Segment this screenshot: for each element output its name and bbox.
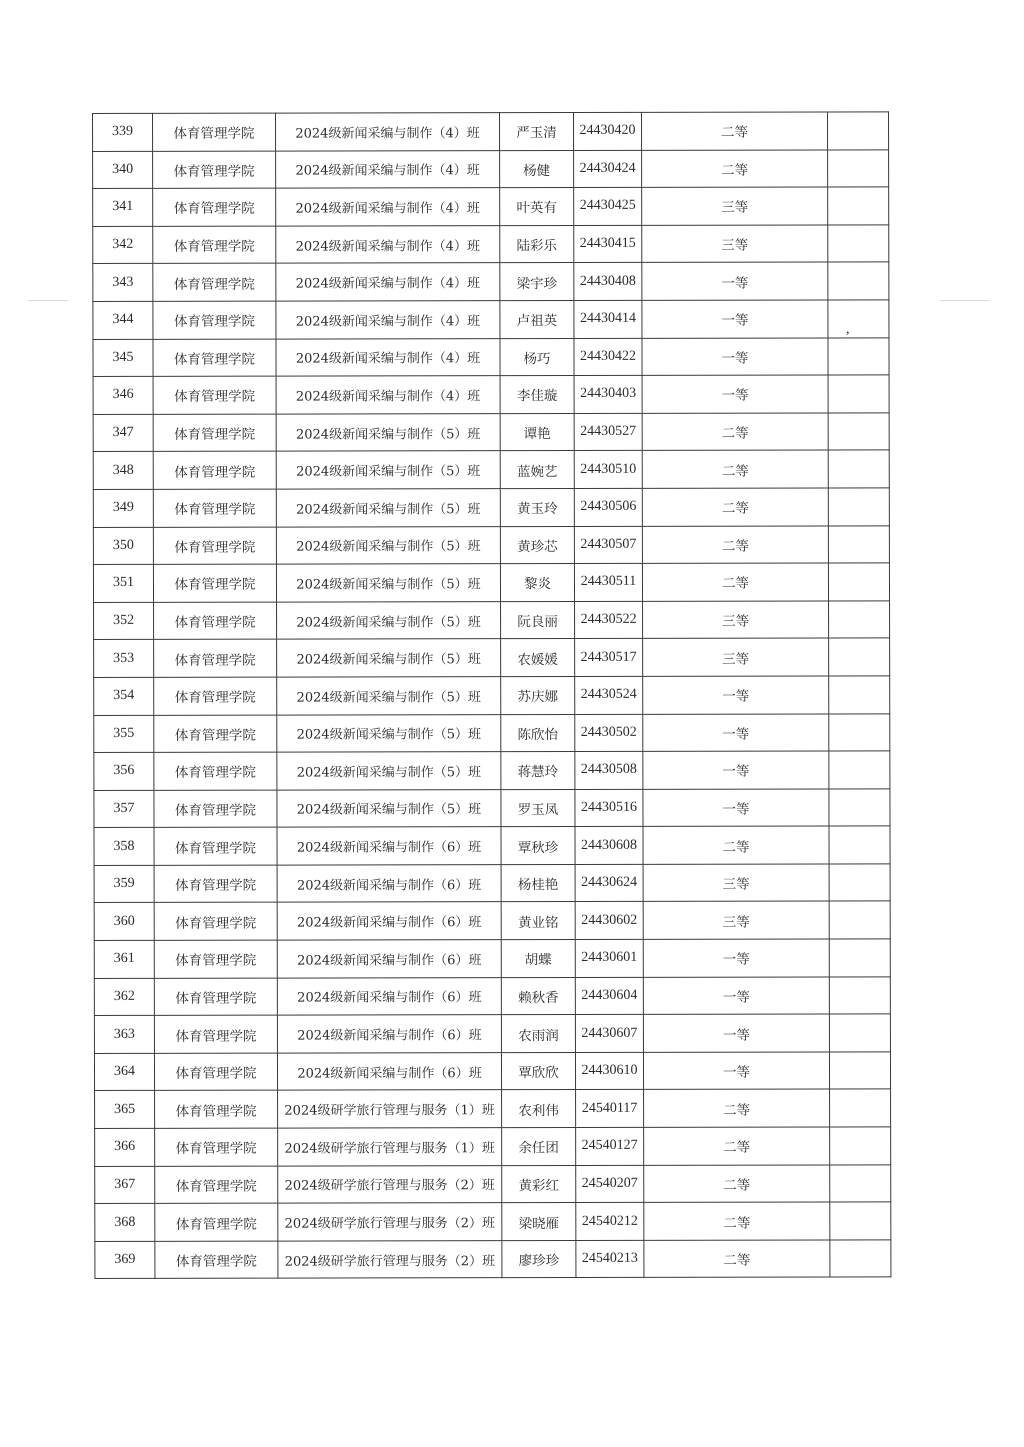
table-row	[95, 1164, 891, 1203]
class-cell: 2024级研学旅行管理与服务（2）班	[278, 1203, 502, 1241]
student-id-cell: 24430502	[575, 714, 643, 752]
table-row	[94, 713, 890, 752]
award-grade-cell: 二等	[644, 1240, 830, 1278]
college-cell: 体育管理学院	[153, 151, 276, 189]
class-cell: 2024级新闻采编与制作（5）班	[277, 677, 501, 715]
student-name-cell: 罗玉凤	[501, 789, 575, 827]
scan-edge-left	[28, 300, 68, 301]
remark-cell	[829, 976, 890, 1014]
student-id-cell: 24430511	[574, 563, 642, 601]
college-cell: 体育管理学院	[154, 715, 277, 753]
college-cell: 体育管理学院	[154, 1015, 277, 1053]
table-row	[94, 676, 890, 715]
remark-cell	[829, 864, 890, 902]
table-row	[93, 413, 889, 452]
student-id-cell: 24430408	[574, 263, 642, 301]
student-name-cell: 黄彩红	[502, 1165, 576, 1203]
college-cell: 体育管理学院	[153, 527, 276, 565]
student-id-cell: 24430524	[575, 676, 643, 714]
college-cell: 体育管理学院	[154, 940, 277, 978]
class-cell: 2024级新闻采编与制作（4）班	[276, 113, 500, 151]
row-number: 352	[94, 602, 154, 640]
row-number: 341	[93, 189, 153, 227]
college-cell: 体育管理学院	[154, 1053, 277, 1091]
college-cell: 体育管理学院	[153, 188, 276, 226]
table-row	[95, 1127, 891, 1166]
student-id-cell: 24430517	[575, 639, 643, 677]
college-cell: 体育管理学院	[155, 1128, 278, 1166]
table-row	[93, 525, 889, 564]
award-grade-cell: 二等	[644, 1165, 830, 1203]
remark-cell	[828, 563, 889, 601]
row-number: 343	[93, 264, 153, 302]
student-id-cell: 24540213	[576, 1240, 644, 1278]
award-grade-cell: 三等	[642, 187, 828, 225]
class-cell: 2024级新闻采编与制作（5）班	[276, 564, 500, 602]
college-cell: 体育管理学院	[154, 602, 277, 640]
row-number: 354	[94, 677, 154, 715]
table-row	[93, 450, 889, 489]
college-cell: 体育管理学院	[155, 1166, 278, 1204]
student-name-cell: 苏庆娜	[501, 676, 575, 714]
row-number: 365	[95, 1091, 155, 1129]
table-body	[93, 112, 891, 1279]
row-number: 353	[94, 640, 154, 678]
college-cell: 体育管理学院	[155, 1203, 278, 1241]
remark-cell	[830, 1127, 891, 1165]
row-number: 360	[94, 903, 154, 941]
remark-cell	[829, 1052, 890, 1090]
class-cell: 2024级新闻采编与制作（5）班	[276, 526, 500, 564]
student-id-cell: 24430522	[575, 601, 643, 639]
student-id-cell: 24430510	[574, 451, 642, 489]
class-cell: 2024级新闻采编与制作（4）班	[276, 263, 500, 301]
class-cell: 2024级新闻采编与制作（5）班	[277, 639, 501, 677]
student-id-cell: 24430602	[575, 902, 643, 940]
college-cell: 体育管理学院	[153, 564, 276, 602]
remark-cell	[828, 262, 889, 300]
row-number: 366	[95, 1128, 155, 1166]
college-cell: 体育管理学院	[155, 1091, 278, 1129]
remark-cell	[830, 1240, 891, 1278]
college-cell: 体育管理学院	[153, 414, 276, 452]
college-cell: 体育管理学院	[154, 790, 277, 828]
student-id-cell: 24430414	[574, 300, 642, 338]
student-id-cell: 24430420	[574, 112, 642, 150]
college-cell: 体育管理学院	[153, 113, 276, 151]
class-cell: 2024级新闻采编与制作（6）班	[277, 1052, 501, 1090]
award-grade-cell: 一等	[642, 300, 828, 338]
remark-cell	[828, 375, 889, 413]
class-cell: 2024级新闻采编与制作（5）班	[277, 789, 501, 827]
college-cell: 体育管理学院	[154, 903, 277, 941]
class-cell: 2024级新闻采编与制作（4）班	[276, 150, 500, 188]
table-row	[94, 976, 890, 1015]
class-cell: 2024级新闻采编与制作（6）班	[277, 827, 501, 865]
student-name-cell: 农利伟	[502, 1090, 576, 1128]
college-cell: 体育管理学院	[153, 263, 276, 301]
award-grade-cell: 二等	[644, 1202, 830, 1240]
student-name-cell: 梁晓雁	[502, 1203, 576, 1241]
row-number: 362	[94, 978, 154, 1016]
college-cell: 体育管理学院	[155, 1241, 278, 1279]
student-id-cell: 24540207	[576, 1165, 644, 1203]
college-cell: 体育管理学院	[154, 978, 277, 1016]
student-name-cell: 卢祖英	[500, 300, 574, 338]
row-number: 344	[93, 301, 153, 339]
table-row	[93, 337, 889, 376]
remark-cell	[829, 638, 890, 676]
class-cell: 2024级新闻采编与制作（5）班	[276, 413, 500, 451]
class-cell: 2024级新闻采编与制作（5）班	[277, 601, 501, 639]
award-grade-cell: 一等	[643, 1014, 829, 1052]
row-number: 349	[93, 489, 153, 527]
award-grade-cell: 二等	[642, 450, 828, 488]
class-cell: 2024级研学旅行管理与服务（1）班	[278, 1128, 502, 1166]
table-row	[95, 1202, 891, 1241]
remark-cell	[829, 789, 890, 827]
college-cell: 体育管理学院	[154, 865, 277, 903]
student-name-cell: 余任团	[502, 1128, 576, 1166]
table-row	[93, 375, 889, 414]
student-name-cell: 黄业铭	[501, 902, 575, 940]
award-grade-cell: 一等	[643, 713, 829, 751]
award-grade-cell: 一等	[642, 375, 828, 413]
row-number: 357	[94, 790, 154, 828]
row-number: 369	[95, 1241, 155, 1279]
table-row	[94, 939, 890, 978]
award-grade-cell: 一等	[643, 751, 829, 789]
college-cell: 体育管理学院	[153, 339, 276, 377]
award-grade-cell: 二等	[644, 1127, 830, 1165]
class-cell: 2024级新闻采编与制作（6）班	[277, 940, 501, 978]
student-name-cell: 杨健	[500, 150, 574, 188]
award-grade-cell: 三等	[642, 225, 828, 263]
row-number: 364	[94, 1053, 154, 1091]
remark-cell	[828, 300, 889, 338]
student-name-cell: 叶英有	[500, 188, 574, 226]
student-name-cell: 覃欣欣	[501, 1052, 575, 1090]
student-name-cell: 谭艳	[500, 413, 574, 451]
row-number: 368	[95, 1204, 155, 1242]
college-cell: 体育管理学院	[154, 752, 277, 790]
class-cell: 2024级新闻采编与制作（5）班	[276, 451, 500, 489]
remark-cell	[828, 225, 889, 263]
student-name-cell: 覃秋珍	[501, 827, 575, 865]
college-cell: 体育管理学院	[154, 639, 277, 677]
table-row	[93, 563, 889, 602]
remark-cell	[828, 450, 889, 488]
class-cell: 2024级新闻采编与制作（4）班	[276, 301, 500, 339]
award-grade-cell: 一等	[643, 1052, 829, 1090]
table-row	[94, 1014, 890, 1053]
award-grade-cell: 一等	[643, 789, 829, 827]
award-grade-cell: 一等	[643, 939, 829, 977]
award-grade-cell: 三等	[643, 601, 829, 639]
row-number: 367	[95, 1166, 155, 1204]
award-grade-cell: 一等	[642, 262, 828, 300]
class-cell: 2024级新闻采编与制作（5）班	[277, 714, 501, 752]
student-name-cell: 阮良丽	[501, 601, 575, 639]
college-cell: 体育管理学院	[153, 226, 276, 264]
student-name-cell: 赖秋香	[501, 977, 575, 1015]
student-id-cell: 24430516	[575, 789, 643, 827]
table-row	[93, 187, 889, 226]
class-cell: 2024级新闻采编与制作（4）班	[276, 376, 500, 414]
award-grade-cell: 二等	[642, 488, 828, 526]
student-id-cell: 24430604	[575, 977, 643, 1015]
remark-cell	[829, 939, 890, 977]
row-number: 363	[94, 1016, 154, 1054]
award-grade-cell: 二等	[642, 563, 828, 601]
remark-cell	[828, 337, 889, 375]
student-id-cell: 24430425	[574, 188, 642, 226]
row-number: 348	[93, 452, 153, 490]
award-grade-cell: 三等	[643, 864, 829, 902]
remark-cell	[828, 413, 889, 451]
row-number: 361	[94, 940, 154, 978]
row-number: 359	[94, 865, 154, 903]
student-id-cell: 24430607	[575, 1015, 643, 1053]
student-name-cell: 杨巧	[500, 338, 574, 376]
award-grade-cell: 二等	[642, 150, 828, 188]
table-row	[94, 864, 890, 903]
college-cell: 体育管理学院	[153, 451, 276, 489]
table-row	[94, 1052, 890, 1091]
table-row	[93, 149, 889, 188]
student-name-cell: 陈欣怡	[501, 714, 575, 752]
remark-cell	[829, 601, 890, 639]
class-cell: 2024级新闻采编与制作（5）班	[276, 489, 500, 527]
college-cell: 体育管理学院	[153, 301, 276, 339]
row-number: 339	[93, 113, 153, 151]
remark-cell	[830, 1164, 891, 1202]
remark-cell	[828, 488, 889, 526]
class-cell: 2024级研学旅行管理与服务（1）班	[278, 1090, 502, 1128]
class-cell: 2024级新闻采编与制作（4）班	[276, 188, 500, 226]
table-row	[93, 300, 889, 339]
remark-cell	[829, 826, 890, 864]
remark-cell	[830, 1202, 891, 1240]
row-number: 351	[93, 564, 153, 602]
class-cell: 2024级研学旅行管理与服务（2）班	[278, 1240, 502, 1278]
student-id-cell: 24430506	[574, 488, 642, 526]
remark-cell	[827, 112, 888, 150]
row-number: 350	[93, 527, 153, 565]
student-id-cell: 24430424	[574, 150, 642, 188]
college-cell: 体育管理学院	[153, 376, 276, 414]
remark-cell	[829, 1014, 890, 1052]
table-row	[95, 1089, 891, 1128]
row-number: 355	[94, 715, 154, 753]
class-cell: 2024级新闻采编与制作（6）班	[277, 1015, 501, 1053]
class-cell: 2024级研学旅行管理与服务（2）班	[278, 1165, 502, 1203]
class-cell: 2024级新闻采编与制作（4）班	[276, 338, 500, 376]
row-number: 347	[93, 414, 153, 452]
row-number: 345	[93, 339, 153, 377]
student-name-cell: 廖珍珍	[502, 1240, 576, 1278]
class-cell: 2024级新闻采编与制作（5）班	[277, 752, 501, 790]
college-cell: 体育管理学院	[154, 827, 277, 865]
class-cell: 2024级新闻采编与制作（6）班	[277, 902, 501, 940]
class-cell: 2024级新闻采编与制作（6）班	[277, 865, 501, 903]
student-name-cell: 农媛媛	[501, 639, 575, 677]
remark-cell	[829, 676, 890, 714]
student-name-cell: 蒋慧玲	[501, 752, 575, 790]
remark-cell	[829, 713, 890, 751]
student-id-cell: 24540117	[576, 1090, 644, 1128]
student-id-cell: 24430415	[574, 225, 642, 263]
table-row	[94, 751, 890, 790]
award-grade-cell: 三等	[643, 638, 829, 676]
table-row	[95, 1240, 891, 1279]
student-id-cell: 24430508	[575, 751, 643, 789]
table-row	[94, 601, 890, 640]
student-name-cell: 蓝婉艺	[500, 451, 574, 489]
remark-cell	[828, 187, 889, 225]
table-row	[93, 488, 889, 527]
student-name-cell: 陆彩乐	[500, 225, 574, 263]
student-name-cell: 黎炎	[500, 564, 574, 602]
award-grade-cell: 二等	[644, 1089, 830, 1127]
student-id-cell: 24430608	[575, 827, 643, 865]
award-grade-cell: 一等	[643, 977, 829, 1015]
table-row	[93, 225, 889, 264]
table-row	[93, 112, 889, 151]
student-id-cell: 24430610	[575, 1052, 643, 1090]
scan-edge-right	[940, 300, 990, 301]
college-cell: 体育管理学院	[154, 677, 277, 715]
student-id-cell: 24430507	[574, 526, 642, 564]
row-number: 358	[94, 828, 154, 866]
award-grade-cell: 一等	[642, 338, 828, 376]
award-grade-cell: 二等	[642, 525, 828, 563]
award-grade-cell: 二等	[643, 826, 829, 864]
table-row	[94, 826, 890, 865]
remark-cell	[828, 149, 889, 187]
student-name-cell: 严玉清	[500, 112, 574, 150]
award-grade-cell: 二等	[642, 413, 828, 451]
table-row	[93, 262, 889, 301]
remark-cell	[830, 1089, 891, 1127]
student-name-cell: 黄玉玲	[500, 488, 574, 526]
award-grade-cell: 二等	[641, 112, 827, 150]
student-id-cell: 24430624	[575, 864, 643, 902]
table-row	[94, 789, 890, 828]
student-id-cell: 24430601	[575, 939, 643, 977]
class-cell: 2024级新闻采编与制作（6）班	[277, 977, 501, 1015]
award-grade-cell: 一等	[643, 676, 829, 714]
row-number: 340	[93, 151, 153, 189]
student-name-cell: 梁宇珍	[500, 263, 574, 301]
table-row	[94, 638, 890, 677]
row-number: 346	[93, 377, 153, 415]
remark-cell	[829, 751, 890, 789]
student-id-cell: 24540127	[576, 1127, 644, 1165]
student-name-cell: 农雨润	[501, 1015, 575, 1053]
row-number: 342	[93, 226, 153, 264]
student-id-cell: 24540212	[576, 1203, 644, 1241]
award-list-table	[92, 111, 891, 1279]
student-name-cell: 杨桂艳	[501, 864, 575, 902]
remark-cell	[828, 525, 889, 563]
stray-comma-mark: ,	[846, 322, 850, 337]
student-id-cell: 24430403	[574, 376, 642, 414]
student-id-cell: 24430422	[574, 338, 642, 376]
student-name-cell: 胡蝶	[501, 940, 575, 978]
table-row	[94, 901, 890, 940]
row-number: 356	[94, 752, 154, 790]
award-grade-cell: 三等	[643, 901, 829, 939]
student-name-cell: 黄珍芯	[500, 526, 574, 564]
class-cell: 2024级新闻采编与制作（4）班	[276, 225, 500, 263]
remark-cell	[829, 901, 890, 939]
college-cell: 体育管理学院	[153, 489, 276, 527]
student-id-cell: 24430527	[574, 413, 642, 451]
student-name-cell: 李佳璇	[500, 376, 574, 414]
